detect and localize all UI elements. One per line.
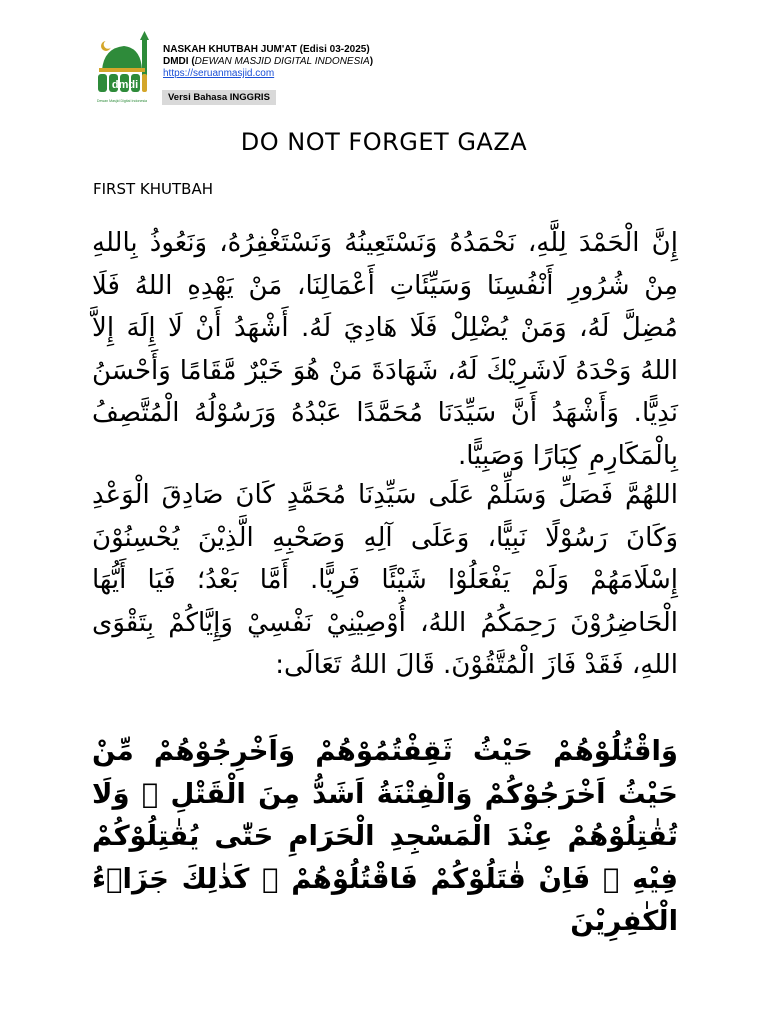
quran-verse: وَاقْتُلُوْهُمْ حَيْثُ ثَقِفْتُمُوْهُمْ وَاَخْرِجُوْهُمْ مِّنْ حَيْثُ اَخْرَجُوْكُمْ وَالْفِتْنَةُ اَشَدُّ مِنَ الْقَتْلِ ۚ وَلَا تُقٰتِلُوْهُمْ عِنْدَ الْمَسْجِدِ الْحَرَامِ حَتّٰى يُقٰتِلُوْكُمْ فِيْهِ ۚ فَاِنْ قٰتَلُوْكُمْ فَاقْتُلُوْهُمْ ۗ كَذٰلِكَ جَزَاۤءُ الْكٰفِرِيْنَ	[92, 735, 678, 937]
logo-wordmark: dmdi	[111, 79, 139, 91]
org-line: DMDI (DEWAN MASJID DIGITAL INDONESIA)	[163, 56, 374, 67]
org-full-name: DEWAN MASJID DIGITAL INDONESIA	[194, 56, 370, 67]
edition-line: NASKAH KHUTBAH JUM'AT (Edisi 03-2025)	[163, 44, 370, 55]
salawat-paragraph: اللهُمَّ فَصَلِّ وَسَلِّمْ عَلَى سَيِّدِنَا مُحَمَّدٍ كَانَ صَادِقَ الْوَعْدِ وَكَانَ رَسُوْلًا نَبِيًّا، وَعَلَى آلِهِ وَصَحْبِهِ الَّذِيْنَ يُحْسِنُوْنَ إِسْلَامَهُمْ وَلَمْ يَفْعَلُوْا شَيْئًا فَرِيًّا. أَمَّا بَعْدُ؛ فَيَا أَيُّهَا الْحَاضِرُوْنَ رَحِمَكُمُ اللهُ، أُوْصِيْنِيْ نَفْسِيْ وَإِيَّاكُمْ بِتَقْوَى اللهِ، فَقَدْ فَازَ الْمُتَّقُوْنَ. قَالَ اللهُ تَعَالَى:	[92, 480, 678, 680]
version-badge: Versi Bahasa INGGRIS	[162, 90, 276, 105]
org-abbr: DMDI	[163, 56, 189, 67]
header-info	[163, 44, 373, 80]
dmdi-logo	[94, 30, 156, 110]
website-link[interactable]: https://seruanmasjid.com	[163, 68, 275, 79]
logo-caption: Dewan Masjid Digital Indonesia	[96, 99, 148, 103]
opening-paragraph: إِنَّ الْحَمْدَ لِلَّهِ، نَحْمَدُهُ وَنَسْتَعِينُهُ وَنَسْتَغْفِرُهُ، وَنَعُوذُ بِاللهِ مِنْ شُرُورِ أَنْفُسِنَا وَسَيِّئَاتِ أَعْمَالِنَا، مَنْ يَهْدِهِ اللهُ فَلَا مُضِلَّ لَهُ، وَمَنْ يُضْلِلْ فَلَا هَادِيَ لَهُ. أَشْهَدُ أَنْ لَا إِلَهَ إِلاَّ اللهُ وَحْدَهُ لَاشَرِيْكَ لَهُ، شَهَادَةَ مَنْ هُوَ خَيْرٌ مَّقَامًا وَأَحْسَنُ نَدِيًّا. وَأَشْهَدُ أَنَّ سَيِّدَنَا مُحَمَّدًا عَبْدُهُ وَرَسُوْلُهُ الْمُتَّصِفُ بِالْمَكَارِمِ كِبَارًا وَصَبِيًّا.	[92, 228, 678, 471]
section-heading: FIRST KHUTBAH	[93, 180, 214, 198]
page-title: DO NOT FORGET GAZA	[240, 128, 528, 156]
